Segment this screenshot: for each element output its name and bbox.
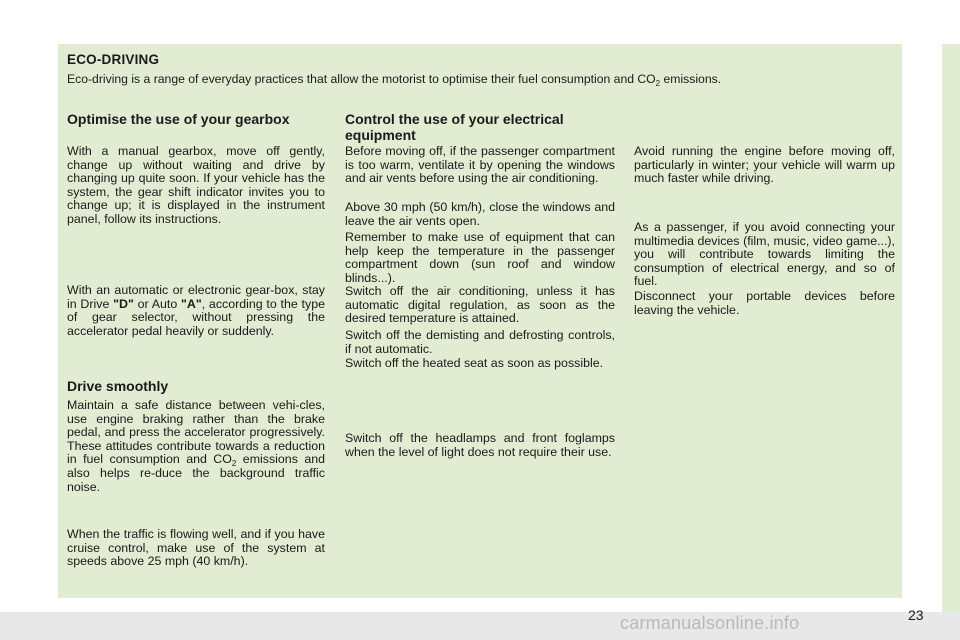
engine-paragraph: Avoid running the engine before moving off, particularly in winter; your vehicle will warm up much faster while driving. bbox=[634, 144, 895, 186]
electrical-paragraph-5: Switch off the demisting and defrosting controls, if not automatic. bbox=[345, 328, 615, 356]
drive-text-1: Maintain a safe distance between vehi-cles, use engine braking rather than the brake pedal, and press the accelerator progressively. These attitudes contribute towards a reduction in fuel consumption and CO bbox=[67, 398, 325, 467]
watermark: carmanualsonline.info bbox=[620, 613, 800, 633]
section-intro bbox=[67, 72, 897, 86]
side-strip bbox=[942, 44, 960, 640]
drive-smoothly-heading: Drive smoothly bbox=[67, 378, 169, 394]
electrical-paragraph-4: Switch off the air conditioning, unless it has automatic digital regulation, as soon as the desired temperature is attained. bbox=[345, 284, 615, 326]
drive-subscript: 2 bbox=[231, 459, 237, 469]
page-number: 23 bbox=[908, 607, 924, 623]
electrical-heading: Control the use of your electrical equipment bbox=[345, 111, 564, 143]
manual-gearbox-paragraph: With a manual gearbox, move off gently, change up without waiting and drive by changing up quite soon. If your vehicle has the system, the gear shift indicator invites you to change up; it is displayed in the instrument panel, follow its instructions. bbox=[67, 144, 325, 226]
section-title: ECO-DRIVING bbox=[67, 52, 160, 67]
drive-text-2: emissions and also helps re-duce the background traffic noise. bbox=[67, 452, 325, 494]
auto-text-3: , according to the type of gear selector, without pressing the accelerator pedal heavily or suddenly. bbox=[67, 296, 325, 338]
auto-text-1: With an automatic or electronic gear-box, stay in Drive bbox=[67, 283, 325, 311]
electrical-paragraph-1: Before moving off, if the passenger compartment is too warm, ventilate it by opening the windows and air vents before using the air conditioning. bbox=[345, 144, 615, 186]
footer-strip bbox=[0, 612, 960, 640]
electrical-paragraph-7: Switch off the headlamps and front foglamps when the level of light does not require their use. bbox=[345, 431, 615, 459]
auto-mode-label: "A" bbox=[181, 296, 202, 311]
electrical-paragraph-2: Above 30 mph (50 km/h), close the windows and leave the air vents open. bbox=[345, 200, 615, 228]
automatic-gearbox-paragraph bbox=[67, 284, 325, 338]
portable-devices-paragraph: Disconnect your portable devices before leaving the vehicle. bbox=[634, 289, 895, 317]
intro-text-end: emissions. bbox=[660, 72, 722, 86]
intro-subscript: 2 bbox=[655, 79, 661, 88]
drive-smoothly-paragraph bbox=[67, 399, 325, 494]
drive-mode-label: "D" bbox=[113, 296, 134, 311]
intro-text: Eco-driving is a range of everyday practices that allow the motorist to optimise their fuel consumption and CO bbox=[67, 72, 656, 86]
gearbox-heading: Optimise the use of your gearbox bbox=[67, 111, 290, 127]
electrical-paragraph-6: Switch off the heated seat as soon as possible. bbox=[345, 356, 604, 370]
electrical-paragraph-3: Remember to make use of equipment that can help keep the temperature in the passenger compartment down (sun roof and window blinds...). bbox=[345, 230, 615, 285]
cruise-control-paragraph: When the traffic is flowing well, and if you have cruise control, make use of the system at speeds above 25 mph (40 km/h). bbox=[67, 527, 325, 569]
passenger-paragraph: As a passenger, if you avoid connecting your multimedia devices (film, music, video game...), you will contribute towards limiting the consumption of electrical energy, and so of fuel. bbox=[634, 220, 895, 289]
auto-text-2: or Auto bbox=[133, 296, 181, 311]
